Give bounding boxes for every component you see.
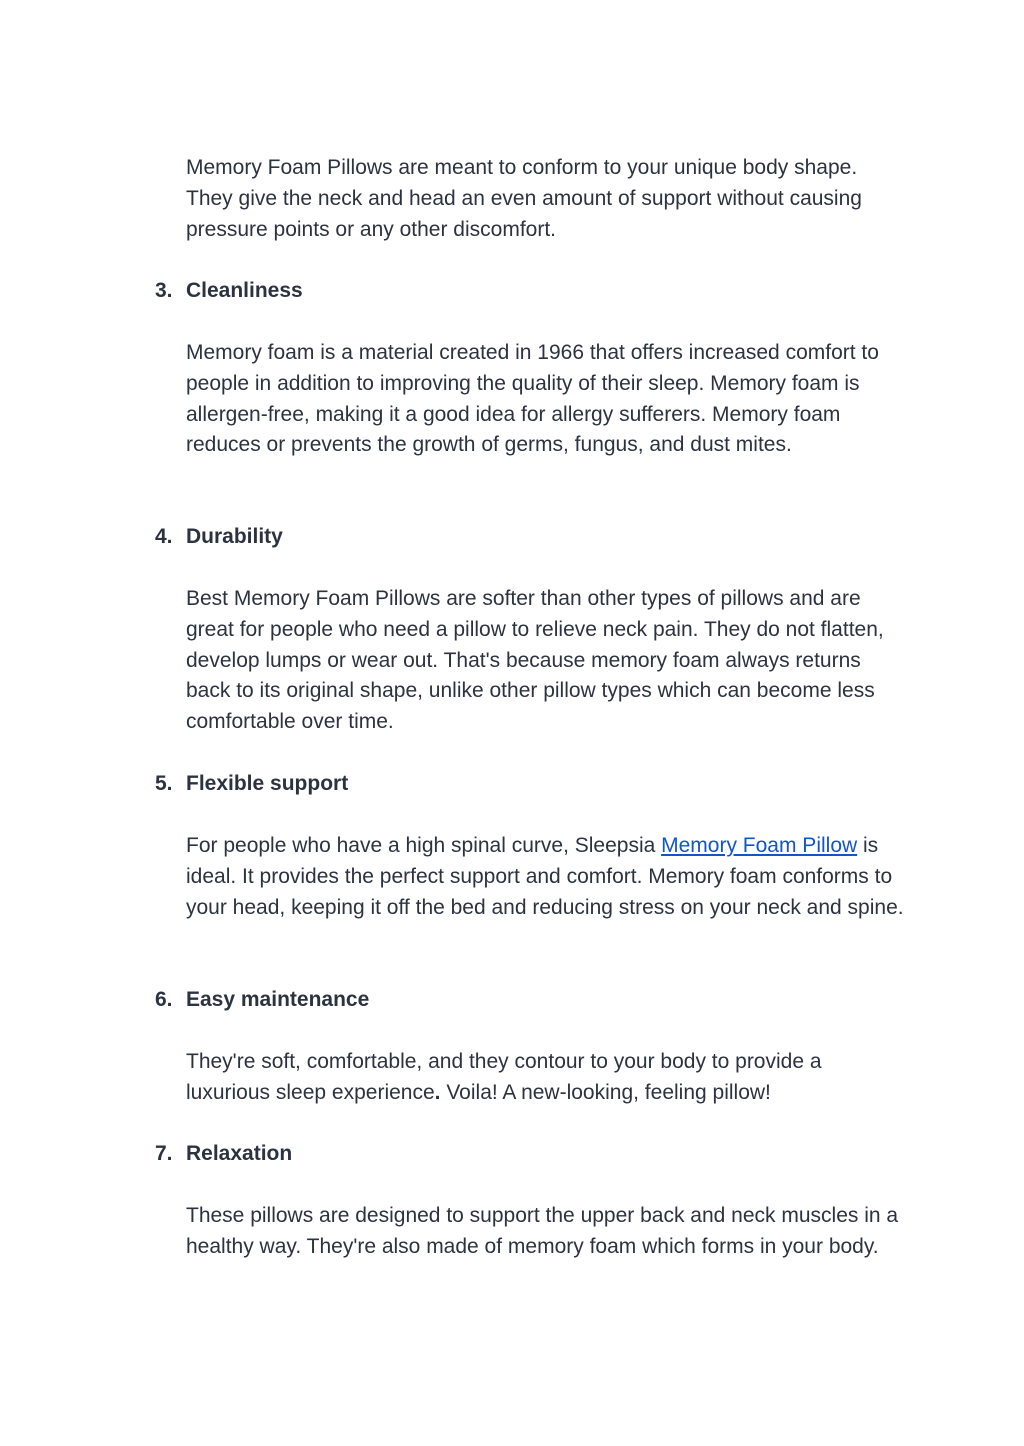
section-paragraph-flexible-support bbox=[186, 831, 906, 923]
section-paragraph-cleanliness: Memory foam is a material created in 1966 that offers increased comfort to people in addition to improving the quality of their sleep. Memory foam is allergen-free, making it a good idea for allergy sufferers. Memory foam reduces or prevents the growth of germs, fungus, and dust mites. bbox=[186, 341, 879, 457]
section-title: Durability bbox=[186, 525, 283, 548]
section-number: 6. bbox=[155, 988, 173, 1011]
section-heading-flexible-support bbox=[155, 769, 348, 800]
section-number: 4. bbox=[155, 525, 173, 548]
paragraph-text: is ideal. It provides the perfect support and comfort. Memory foam conforms to your head, keeping it off the bed and reducing stress on your neck and spine. bbox=[186, 834, 904, 919]
section-paragraph-easy-maintenance bbox=[186, 1047, 906, 1109]
section-heading-relaxation bbox=[155, 1139, 292, 1170]
paragraph-text: Voila! A new-looking, feeling pillow! bbox=[440, 1080, 771, 1104]
section-title: Relaxation bbox=[186, 1142, 293, 1165]
paragraph-text: They're soft, comfortable, and they contour to your body to provide a luxurious sleep experience bbox=[186, 1050, 822, 1104]
bold-period: . bbox=[434, 1080, 441, 1104]
section-title: Easy maintenance bbox=[186, 988, 370, 1011]
paragraph-text: For people who have a high spinal curve, Sleepsia bbox=[186, 834, 662, 857]
memory-foam-pillow-link[interactable]: Memory Foam Pillow bbox=[661, 834, 858, 857]
section-title: Cleanliness bbox=[186, 279, 303, 302]
section-number: 5. bbox=[155, 772, 173, 795]
section-number: 3. bbox=[155, 279, 173, 302]
section-heading-durability bbox=[155, 522, 283, 553]
section-heading-easy-maintenance bbox=[155, 985, 369, 1016]
section-number: 7. bbox=[155, 1142, 173, 1165]
section-paragraph-durability: Best Memory Foam Pillows are softer than other types of pillows and are great for people who need a pillow to relieve neck pain. They do not flatten, develop lumps or wear out. That's because memory foam always returns back to its original shape, unlike other pillow types which can become less comfortable over time. bbox=[186, 587, 884, 734]
section-paragraph-relaxation: These pillows are designed to support the upper back and neck muscles in a healthy way. They're also made of memory foam which forms in your body. bbox=[186, 1204, 899, 1258]
intro-paragraph: Memory Foam Pillows are meant to conform to your unique body shape. They give the neck and head an even amount of support without causing pressure points or any other discomfort. bbox=[186, 156, 862, 241]
section-heading-cleanliness bbox=[155, 276, 303, 307]
section-title: Flexible support bbox=[186, 772, 349, 795]
